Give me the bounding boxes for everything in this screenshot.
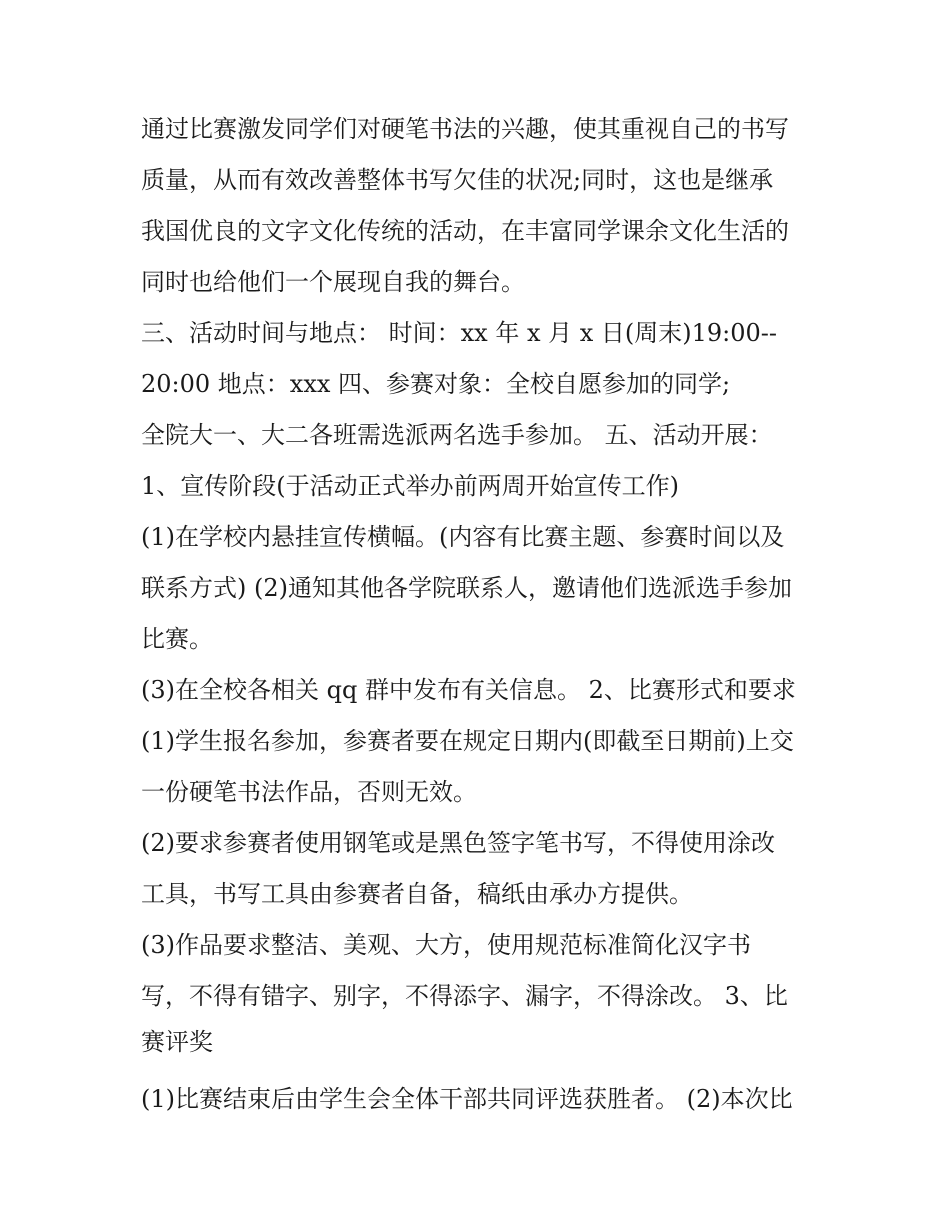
text-line-12: (3)在全校各相关 qq 群中发布有关信息。 2、比赛形式和要求: [141, 676, 796, 704]
text-line-1: 通过比赛激发同学们对硬笔书法的兴趣，使其重视自己的书写: [141, 115, 789, 143]
text-line-13: (1)学生报名参加，参赛者要在规定日期内(即截至日期前)上交: [141, 727, 794, 755]
text-line-7: 全院大一、大二各班需选派两名选手参加。 五、活动开展：: [141, 421, 773, 449]
text-line-6: 20:00 地点：xxx 四、参赛对象：全校自愿参加的同学;: [141, 370, 731, 398]
text-line-2: 质量，从而有效改善整体书写欠佳的状况;同时，这也是继承: [141, 166, 774, 194]
text-line-19: 赛评奖: [141, 1028, 213, 1056]
text-line-11: 比赛。: [141, 625, 213, 653]
text-line-17: (3)作品要求整洁、美观、大方，使用规范标准简化汉字书: [141, 931, 751, 959]
text-line-8: 1、宣传阶段(于活动正式举办前两周开始宣传工作): [141, 472, 679, 500]
text-line-14: 一份硬笔书法作品，否则无效。: [141, 778, 477, 806]
text-line-10: 联系方式) (2)通知其他各学院联系人，邀请他们选派选手参加: [141, 574, 792, 602]
text-line-4: 同时也给他们一个展现自我的舞台。: [141, 268, 525, 296]
text-line-15: (2)要求参赛者使用钢笔或是黑色签字笔书写，不得使用涂改: [141, 829, 775, 857]
text-line-9: (1)在学校内悬挂宣传横幅。(内容有比赛主题、参赛时间以及: [141, 523, 785, 551]
text-line-16: 工具，书写工具由参赛者自备，稿纸由承办方提供。: [141, 880, 693, 908]
text-line-20: (1)比赛结束后由学生会全体干部共同评选获胜者。 (2)本次比: [141, 1085, 793, 1113]
text-line-18: 写，不得有错字、别字，不得添字、漏字，不得涂改。 3、比: [141, 982, 788, 1010]
text-line-3: 我国优良的文字文化传统的活动，在丰富同学课余文化生活的: [141, 217, 789, 245]
text-line-5: 三、活动时间与地点： 时间：xx 年 x 月 x 日(周末)19:00--: [141, 319, 778, 347]
